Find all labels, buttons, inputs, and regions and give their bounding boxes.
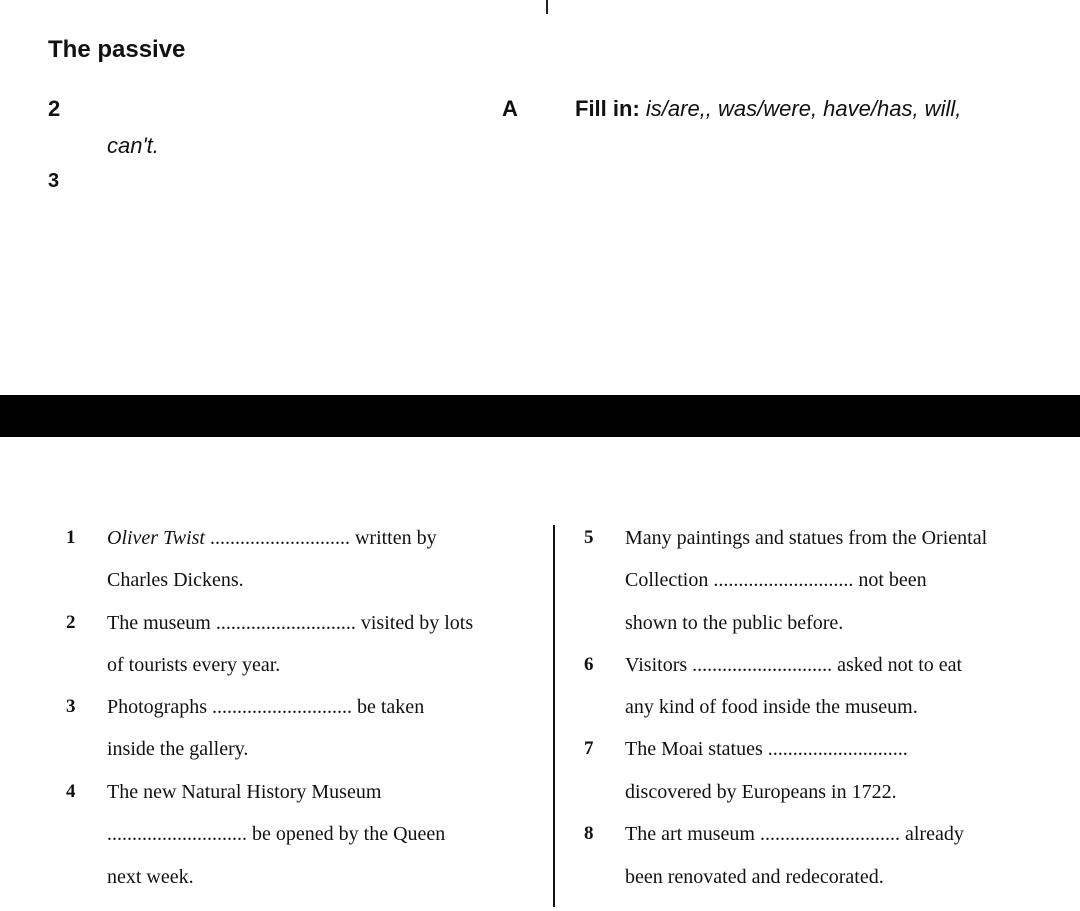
exercise-letter: A — [502, 96, 518, 121]
item-3-line-2: inside the gallery. — [107, 738, 249, 760]
item-number-8: 8 — [584, 823, 594, 844]
item-4-line-2 — [107, 823, 445, 846]
blank-7[interactable]: ............................ — [767, 738, 908, 760]
item-4-line-1: The new Natural History Museum — [107, 781, 382, 803]
blank-6[interactable]: ............................ — [692, 654, 833, 676]
item-5-line-1: Many paintings and statues from the Oriental — [625, 527, 988, 549]
item-8-after: already — [904, 823, 964, 845]
blank-3[interactable]: ............................ — [212, 696, 352, 718]
section-number-3: 3 — [48, 170, 60, 192]
item-number-3: 3 — [66, 696, 76, 717]
item-2-before: The museum — [107, 612, 211, 634]
item-3-line-1 — [107, 696, 424, 719]
instruction-continuation: can't. — [107, 133, 159, 158]
blank-5[interactable]: ............................ — [713, 569, 854, 591]
item-5-before: Collection — [625, 569, 709, 591]
item-5-after: not been — [858, 569, 927, 591]
item-6-after: asked not to eat — [837, 654, 963, 676]
item-3-after: be taken — [357, 696, 425, 718]
item-7-line-2: discovered by Europeans in 1722. — [625, 781, 897, 803]
item-1-line-1 — [107, 527, 437, 550]
item-6-line-1 — [625, 654, 962, 677]
item-number-1: 1 — [66, 527, 76, 548]
item-number-4: 4 — [66, 781, 76, 802]
item-5-line-3: shown to the public before. — [625, 612, 844, 634]
blank-4[interactable]: ............................ — [107, 823, 247, 845]
book-title: Oliver Twist — [107, 527, 205, 549]
blank-1[interactable]: ............................ — [209, 527, 350, 549]
blank-2[interactable]: ............................ — [215, 612, 356, 634]
item-4-after: be opened by the Queen — [252, 823, 446, 845]
item-4-line-3: next week. — [107, 866, 194, 888]
black-band — [0, 395, 1080, 437]
item-7-line-1 — [625, 738, 908, 761]
item-2-line-1 — [107, 612, 473, 635]
item-number-7: 7 — [584, 738, 594, 759]
item-1-after: written by — [354, 527, 437, 549]
item-7-before: The Moai statues — [625, 738, 763, 760]
instruction-words: is/are,, was/were, have/has, will, — [645, 96, 962, 121]
item-number-6: 6 — [584, 654, 594, 675]
item-8-line-2: been renovated and redecorated. — [625, 866, 884, 888]
item-8-before: The art museum — [625, 823, 755, 845]
page-title: The passive — [48, 36, 186, 63]
item-2-after: visited by lots — [360, 612, 474, 634]
item-5-line-2 — [625, 569, 927, 592]
item-2-line-2: of tourists every year. — [107, 654, 281, 676]
instruction — [575, 96, 961, 122]
item-6-line-2: any kind of food inside the museum. — [625, 696, 918, 718]
item-3-before: Photographs — [107, 696, 207, 718]
item-number-5: 5 — [584, 527, 594, 548]
blank-8[interactable]: ............................ — [759, 823, 900, 845]
top-tick-mark — [546, 0, 548, 14]
item-1-line-2: Charles Dickens. — [107, 569, 244, 591]
section-number-2: 2 — [48, 96, 61, 121]
item-6-before: Visitors — [625, 654, 688, 676]
column-divider — [553, 525, 555, 907]
instruction-label: Fill in: — [575, 96, 640, 121]
item-number-2: 2 — [66, 612, 76, 633]
item-8-line-1 — [625, 823, 964, 846]
